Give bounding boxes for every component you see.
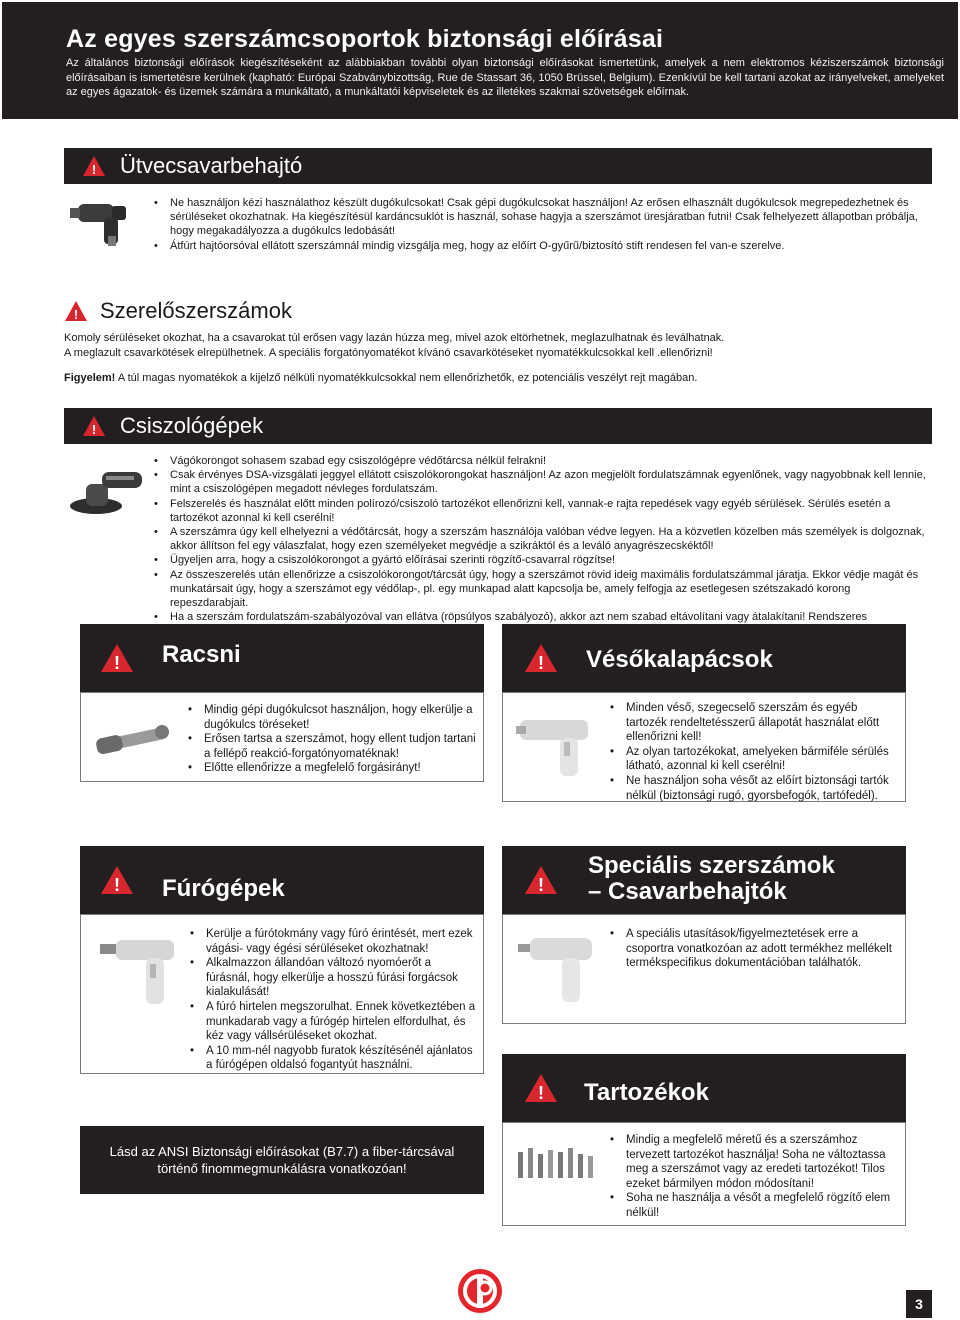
- ansi-note: Lásd az ANSI Biztonsági előírásokat (B7.7) a fiber-tárcsával történő finommegmunkálásra vonatkozóan!: [80, 1126, 484, 1194]
- accessories-list: [608, 1133, 898, 1221]
- special-title: [588, 853, 835, 905]
- page-title: Az egyes szerszámcsoportok biztonsági előírásai: [66, 25, 664, 53]
- impact-wrench-image: [64, 186, 146, 246]
- drill-list: [188, 927, 478, 1073]
- ratchet-title: Racsni: [162, 641, 241, 668]
- svg-text:!: !: [91, 422, 97, 437]
- impact-heading: [64, 148, 932, 184]
- warning-triangle-icon: [524, 1073, 558, 1103]
- assembly-title: Szerelőszerszámok: [100, 298, 292, 323]
- ratchet-heading: [80, 624, 484, 692]
- note-text: A túl magas nyomatékok a kijelző nélküli nyomatékkulcsokkal nem ellenőrizhetők, ez potenciális veszélyt rejt magában.: [117, 372, 698, 384]
- bits-image: [512, 1144, 600, 1184]
- assembly-note: [64, 371, 924, 386]
- grinder-image: [68, 462, 148, 524]
- list-item: • Kerülje a fúrótokmány vagy fúró érintését, mert ezek vágási- vagy égési sérüléseket okozhatnak!: [188, 927, 478, 956]
- list-item: • Soha ne használja a vésőt a megfelelő rögzítő elem nélkül!: [608, 1191, 898, 1220]
- warning-triangle-icon: [100, 643, 134, 673]
- list-item: • Az olyan tartozékokat, amelyeken bármiféle sérülés látható, azonnal ki kell cserélni!: [608, 745, 898, 774]
- special-title-line1: Speciális szerszámok: [588, 852, 835, 879]
- list-item: • A 10 mm-nél nagyobb furatok készítésénél ajánlatos a fúrógépen oldalsó fogantyút használni.: [188, 1044, 478, 1073]
- ratchet-image: [88, 708, 174, 768]
- assembly-text-1: Komoly sérüléseket okozhat, ha a csavarokat túl erősen vagy lazán húzza meg, mivel azok eltörhetnek, meglazulhatnak és leválhatnak.: [64, 332, 725, 344]
- list-item: • Alkalmazzon állandóan változó nyomóerőt a fúrásnál, hogy elkerülje a hosszú fúrási forgácsok kialakulását!: [188, 956, 478, 1000]
- list-item: • A szerszámra úgy kell elhelyezni a védőtárcsát, hogy a szerszám használója valóban védve legyen. Ha a közvetlen közelben más személyek is dolgoznak, akkor állítson fel egy válaszfalat, hogy ezen személyeket megvédje a szikráktól és a leváló anyagrészecskéktől!: [152, 525, 930, 553]
- chisel-list: [608, 701, 898, 803]
- list-item: • Átfúrt hajtóorsóval ellátott szerszámnál mindig vizsgálja meg, hogy az előírt O-gyűrű/biztosító stift rendesen fel van-e szerelve.: [152, 239, 928, 253]
- grinders-heading: [64, 408, 932, 444]
- chisel-image: [514, 702, 598, 782]
- list-item: • A speciális utasítások/figyelmeztetések erre a csoportra vonatkozóan az adott termékhez mellékelt termékspecifikus dokumentációban találhatók.: [608, 927, 898, 971]
- list-item: • Ne használjon soha vésőt az előírt biztonsági tartók nélkül (biztonsági rugó, gyorsbefogók, tartófedél).: [608, 774, 898, 803]
- grinders-list: [152, 454, 930, 639]
- svg-text:!: !: [538, 653, 544, 673]
- warning-triangle-icon: [524, 865, 558, 895]
- list-item: • Mindig gépi dugókulcsot használjon, hogy elkerülje a dugókulcs töréseket!: [186, 703, 476, 732]
- list-item: • A fúró hirtelen megszorulhat. Ennek következtében a munkadarab vagy a fúrógép hirtelen elfordulhat, és kéz vagy vállsérüléseket okozhat.: [188, 1000, 478, 1044]
- warning-triangle-icon: [64, 300, 88, 322]
- accessories-title: Tartozékok: [584, 1079, 709, 1106]
- list-item: • Ha a szerszám fordulatszám-szabályozóval van ellátva (röpsúlyos szabályozó), akkor azt nem szabad eltávolítani vagy átalakítani! Rendszeres: [152, 610, 930, 638]
- warning-triangle-icon: [82, 155, 106, 177]
- ratchet-list: [186, 703, 476, 776]
- svg-text:!: !: [538, 875, 544, 895]
- svg-text:!: !: [114, 875, 120, 895]
- list-item: • Erősen tartsa a szerszámot, hogy ellent tudjon tartani a fellépő reakció-forgatónyomatéknak!: [186, 732, 476, 761]
- svg-text:!: !: [73, 307, 79, 322]
- list-item: • Az összeszerelés után ellenőrizze a csiszolókorongot/tárcsát úgy, hogy a szerszámot rövid ideig maximális fordulatszámmal járatja. Ekkor védje magát és munkatársait úgy, hogy a szerszámot egy védőlap-, pl. egy munkapad alatt kapcsolja be, amely felfogja az esetlegesen szétszakadó korong repeszdarabjait.: [152, 568, 930, 611]
- warning-triangle-icon: [82, 415, 106, 437]
- list-item: • Vágókorongot sohasem szabad egy csiszológépre védőtárcsa nélkül felrakni!: [152, 454, 930, 468]
- assembly-text-2: A meglazult csavarkötések elrepülhetnek. A speciális forgatónyomatékot kívánó csavarkötéseket nyomatékkulcsokkal kell .ellenőrizni!: [64, 346, 713, 359]
- warning-triangle-icon: [524, 643, 558, 673]
- drill-title: Fúrógépek: [162, 875, 285, 902]
- grinders-title: Csiszológépek: [120, 413, 264, 438]
- svg-text:!: !: [538, 1083, 544, 1103]
- special-heading: [502, 846, 906, 914]
- list-item: • Felszerelés és használat előtt minden polírozó/csiszoló tartozékot ellenőrizni kell, vannak-e rajta repedések vagy egyéb sérülések. Sérülés esetén a tartozékot azonnal ki kell cserélni!: [152, 497, 930, 525]
- screwdriver-image: [514, 924, 598, 1008]
- page-number: 3: [906, 1290, 932, 1318]
- intro-text: Az általános biztonsági előírások kiegészítéseként az alábbiakban további olyan biztonsági előírásokat ismertetünk, amelyek a nem elektromos kéziszerszámok biztonsági előírásaiban is ismertetésre kerülnek (kapható: Európai Szabványbizottság, Rue de Stassart 36, 1050 Brüssel, Belgium). Ezenkívül be kell tartani azokat az irányelveket, amelyeket az egyes ágazatok- és üzemek számára a munkáltató, a munkáltatói képviseletek és az illetékes szakmai szövetségek előírnak.: [66, 57, 944, 98]
- page-header: [2, 2, 958, 119]
- svg-text:!: !: [91, 162, 97, 177]
- list-item: • Csak érvényes DSA-vizsgálati jeggyel ellátott csiszolókorongokat használjon! Az azon megjelölt fordulatszámnak egyenlőnek, vagy nagyobbnak kell lennie, mint a csiszológépen megadott névleges fordulatszám.: [152, 468, 930, 496]
- list-item: • Ügyeljen arra, hogy a csiszolókorongot a gyártó előírásai szerinti rögzítő-csavarral rögzítse!: [152, 553, 930, 567]
- assembly-text: [64, 331, 924, 360]
- warning-triangle-icon: [100, 865, 134, 895]
- special-list: [608, 927, 898, 971]
- special-title-line2: – Csavarbehajtók: [588, 878, 787, 905]
- cp-logo: [457, 1268, 503, 1314]
- chisel-title: Vésőkalapácsok: [586, 646, 773, 673]
- svg-text:!: !: [114, 653, 120, 673]
- assembly-heading: [64, 296, 292, 326]
- impact-list: [152, 196, 928, 253]
- list-item: • Mindig a megfelelő méretű és a szerszámhoz tervezett tartozékot használja! Soha ne változtassa meg a szerszámot vagy az eredeti tartozékot! Tilos ezeket bármilyen módon módosítani!: [608, 1133, 898, 1191]
- chisel-heading: [502, 624, 906, 692]
- list-item: • Előtte ellenőrizze a megfelelő forgásirányt!: [186, 761, 476, 776]
- list-item: • Minden véső, szegecselő szerszám és egyéb tartozék rendeltetésszerű állapotát használat előtt ellenőrizni kell!: [608, 701, 898, 745]
- list-item: • Ne használjon kézi használathoz készült dugókulcsokat! Csak gépi dugókulcsokat használjon! Az erősen elhasznált dugókulcsok megrepedezhetnek és sérüléseket okozhatnak. Ha kiegészítésül kardáncsuklót is használ, sohase hagyja a szerszámot üresjáratban futni! Csak felhelyezett állapotban próbálja, hogy megakadályozza a dugókulcs ledobását!: [152, 196, 928, 239]
- impact-title: Ütvecsavarbehajtó: [120, 153, 303, 178]
- accessories-heading: [502, 1054, 906, 1122]
- drill-image: [96, 928, 180, 1014]
- note-label: Figyelem!: [64, 372, 116, 384]
- drill-heading: [80, 846, 484, 914]
